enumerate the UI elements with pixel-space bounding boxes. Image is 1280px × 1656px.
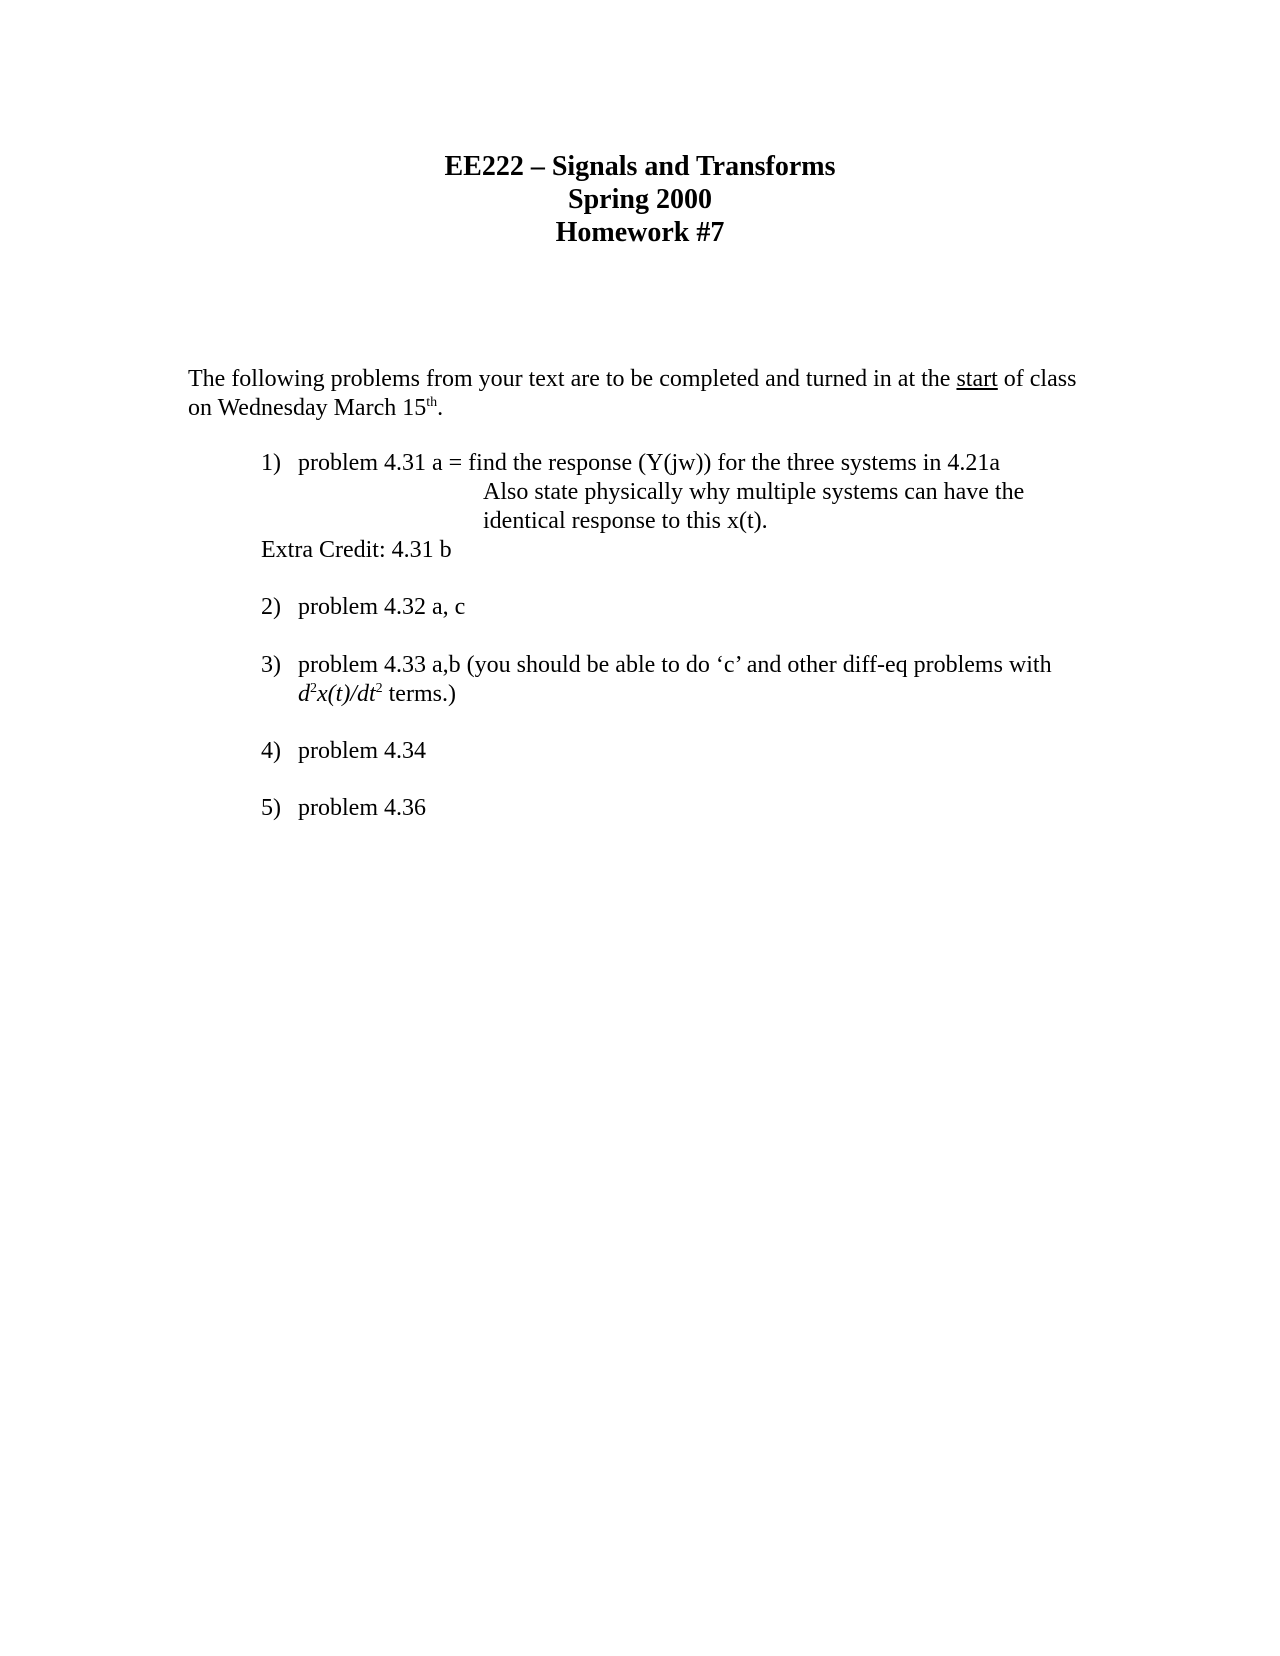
- problem-number: 4): [261, 738, 281, 764]
- problem-continuation: identical response to this x(t).: [483, 508, 768, 534]
- problem-item-1: [261, 449, 1161, 539]
- extra-credit: [261, 536, 452, 565]
- problem-number: 1): [261, 450, 281, 476]
- extra-credit-text: Extra Credit: 4.31 b: [261, 537, 452, 563]
- problem-number: 3): [261, 652, 281, 678]
- instructions-paragraph: [188, 365, 1088, 423]
- math-expression: x(t)/dt: [317, 681, 376, 707]
- problem-item-3: [261, 651, 1161, 711]
- intro-underlined-word: start: [956, 366, 998, 392]
- intro-end: .: [437, 395, 444, 421]
- problem-text: problem 4.34: [298, 738, 426, 764]
- problem-text: problem 4.33 a,b (you should be able to do ‘c’ and other diff-eq problems with: [298, 652, 1052, 678]
- semester: Spring 2000: [568, 184, 712, 215]
- math-d: d: [298, 681, 310, 707]
- document-header: [0, 150, 1280, 249]
- problem-text: problem 4.31 a = find the response (Y(jw)) for the three systems in 4.21a: [298, 450, 1001, 476]
- math-superscript: 2: [310, 681, 317, 696]
- homework-title: Homework #7: [555, 217, 725, 248]
- problem-item-2: [261, 593, 1161, 623]
- intro-text-after: of class on Wednesday March 15: [188, 366, 1077, 421]
- math-end-text: terms.): [382, 681, 456, 707]
- problem-continuation: Also state physically why multiple systems can have the: [483, 479, 1025, 505]
- problem-text: problem 4.36: [298, 795, 426, 821]
- problem-text: problem 4.32 a, c: [298, 594, 466, 620]
- problem-item-4: [261, 737, 1161, 767]
- problem-continuation: [298, 680, 456, 709]
- intro-superscript: th: [426, 395, 438, 410]
- problem-number: 5): [261, 795, 281, 821]
- intro-text-before: The following problems from your text are to be completed and turned in at the: [188, 366, 957, 392]
- problem-number: 2): [261, 594, 281, 620]
- problem-item-5: [261, 794, 1161, 824]
- course-title: EE222 – Signals and Transforms: [444, 151, 836, 182]
- math-superscript: 2: [375, 681, 383, 696]
